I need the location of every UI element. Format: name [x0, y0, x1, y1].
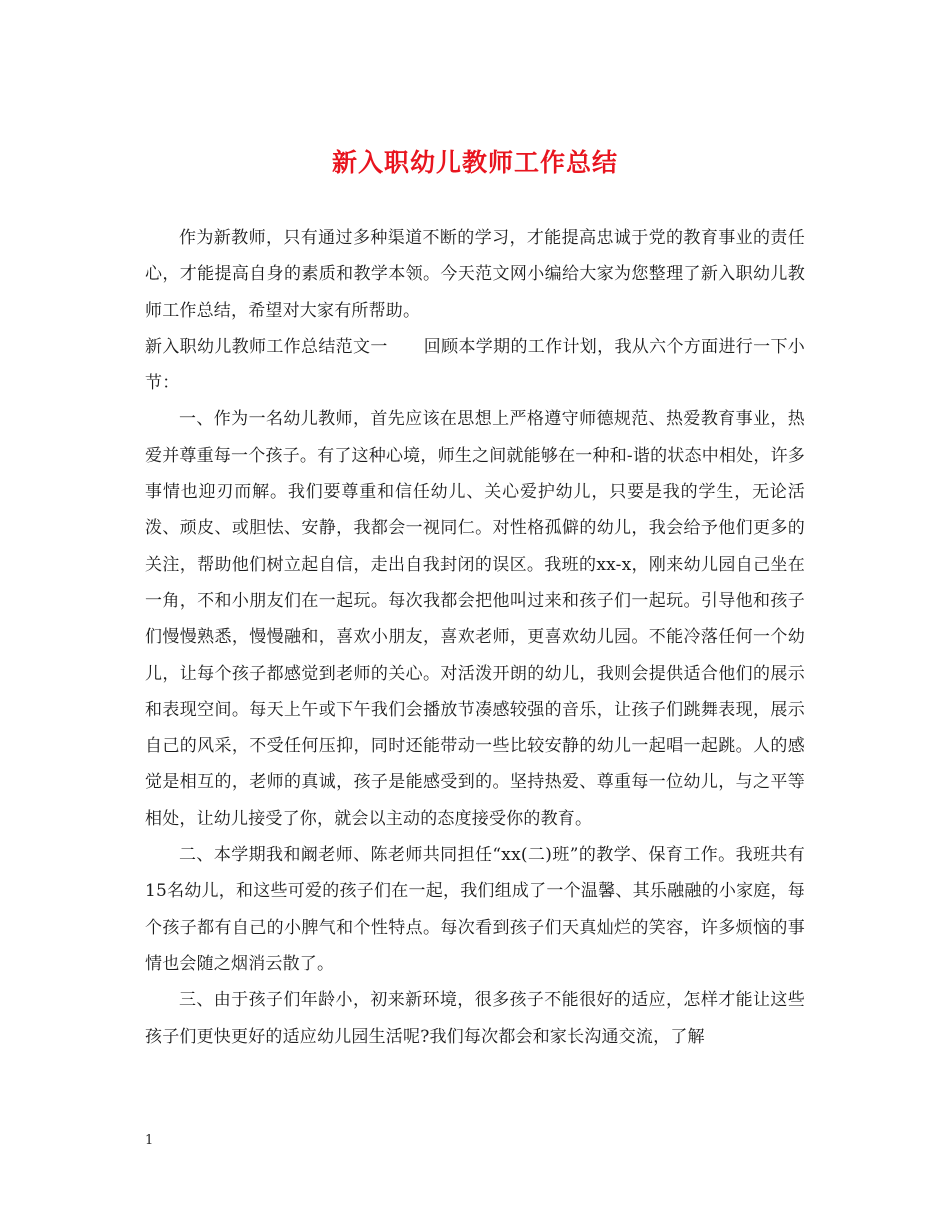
document-title: 新入职幼儿教师工作总结	[331, 148, 618, 177]
section-intro-text: 回顾本学期的工作计划，我从六个方面进行一下小节：	[145, 336, 805, 394]
intro-paragraph: 作为新教师，只有通过多种渠道不断的学习，才能提高忠诚于党的教育事业的责任心，才能提高自身的素质和教学本领。今天范文网小编给大家为您整理了新入职幼儿教师工作总结，希望对大家有所帮助。	[145, 228, 805, 321]
paragraph-one: 一、作为一名幼儿教师，首先应该在思想上严格遵守师德规范、热爱教育事业，热爱并尊重每一个孩子。有了这种心境，师生之间就能够在一种和-谐的状态中相处，许多事情也迎刃而解。我们要尊重和信任幼儿、关心爱护幼儿，只要是我的学生，无论活泼、顽皮、或胆怯、安静，我都会一视同仁。对性格孤僻的幼儿，我会给予他们更多的关注，帮助他们树立起自信，走出自我封闭的误区。我班的xx-x，刚来幼儿园自己坐在一角，不和小朋友们在一起玩。每次我都会把他叫过来和孩子们一起玩。引导他和孩子们慢慢熟悉，慢慢融和，喜欢小朋友，喜欢老师，更喜欢幼儿园。不能冷落任何一个幼儿，让每个孩子都感觉到老师的关心。对活泼开朗的幼儿，我则会提供适合他们的展示和表现空间。每天上午或下午我们会播放节凑感较强的音乐，让孩子们跳舞表现，展示自己的风采，不受任何压抑，同时还能带动一些比较安静的幼儿一起唱一起跳。人的感觉是相互的，老师的真诚，孩子是能感受到的。坚持热爱、尊重每一位幼儿，与之平等相处，让幼儿接受了你，就会以主动的态度接受你的教育。	[145, 409, 805, 829]
document-body	[145, 220, 805, 1055]
paragraph-three: 三、由于孩子们年龄小，初来新环境，很多孩子不能很好的适应，怎样才能让这些孩子们更快更好的适应幼儿园生活呢?我们每次都会和家长沟通交流，了解	[145, 990, 805, 1047]
section-heading: 新入职幼儿教师工作总结范文一	[145, 336, 388, 357]
paragraph-two: 二、本学期我和阚老师、陈老师共同担任“xx(二)班”的教学、保育工作。我班共有15名幼儿，和这些可爱的孩子们在一起，我们组成了一个温馨、其乐融融的小家庭，每个孩子都有自己的小脾气和个性特点。每次看到孩子们天真灿烂的笑容，许多烦恼的事情也会随之烟消云散了。	[145, 845, 805, 974]
page-number: 1	[145, 1133, 154, 1148]
section-line	[145, 329, 805, 402]
